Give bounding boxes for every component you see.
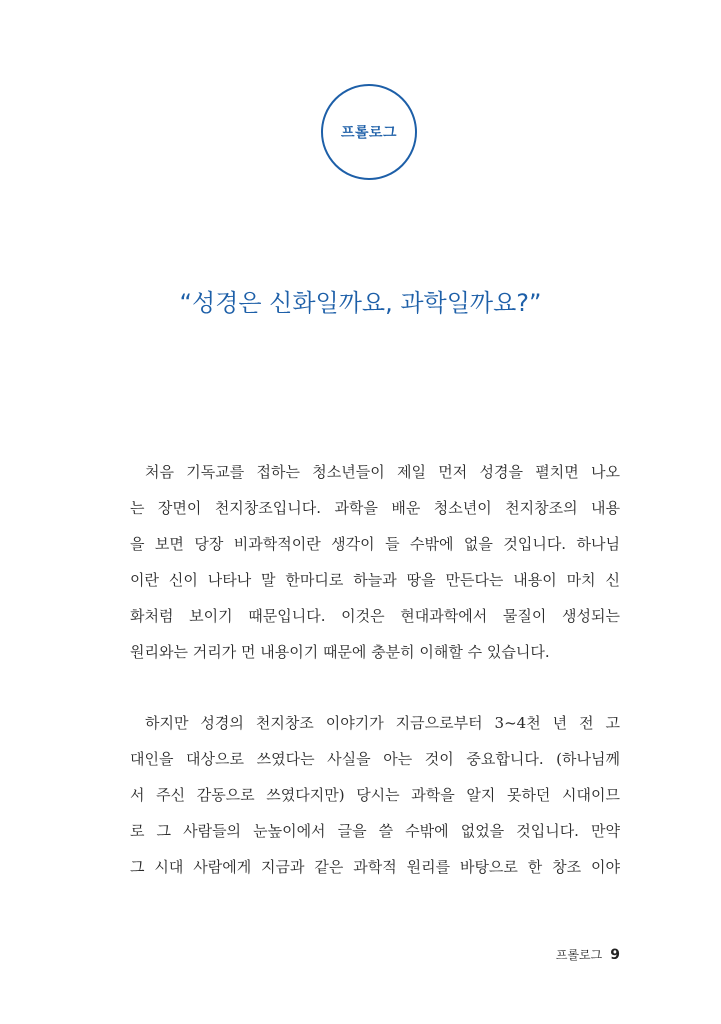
body-paragraph-2	[130, 705, 620, 885]
text-line: 는 장면이 천지창조입니다. 과학을 배운 청소년이 천지창조의 내용	[130, 499, 620, 517]
text-line: 서 주신 감동으로 쓰였다지만) 당시는 과학을 알지 못하던 시대이므	[130, 786, 620, 804]
text-line: 원리와는 거리가 먼 내용이기 때문에 충분히 이해할 수 있습니다.	[130, 643, 550, 661]
text-line: 대인을 대상으로 쓰였다는 사실을 아는 것이 중요합니다. (하나님께	[130, 750, 620, 768]
page-number: 9	[610, 947, 620, 963]
text-line: 처음 기독교를 접하는 청소년들이 제일 먼저 성경을 펼치면 나오	[145, 463, 620, 481]
text-line: 하지만 성경의 천지창조 이야기가 지금으로부터 3~4천 년 전 고	[145, 714, 620, 732]
running-footer-section: 프롤로그	[555, 948, 603, 962]
text-line: 을 보면 당장 비과학적이란 생각이 들 수밖에 없을 것입니다. 하나님	[130, 535, 620, 553]
text-line: 이란 신이 나타나 말 한마디로 하늘과 땅을 만든다는 내용이 마치 신	[130, 571, 620, 589]
chapter-badge-label: 프롤로그	[340, 125, 398, 141]
body-paragraph-1	[130, 454, 620, 670]
text-line: 로 그 사람들의 눈높이에서 글을 쓸 수밖에 없었을 것입니다. 만약	[130, 822, 620, 840]
text-line: 화처럼 보이기 때문입니다. 이것은 현대과학에서 물질이 생성되는	[130, 607, 620, 625]
chapter-badge	[321, 84, 417, 180]
chapter-headline: “성경은 신화일까요, 과학일까요?”	[179, 289, 542, 317]
text-line: 그 시대 사람에게 지금과 같은 과학적 원리를 바탕으로 한 창조 이야	[130, 858, 620, 876]
page-footer	[556, 946, 620, 963]
